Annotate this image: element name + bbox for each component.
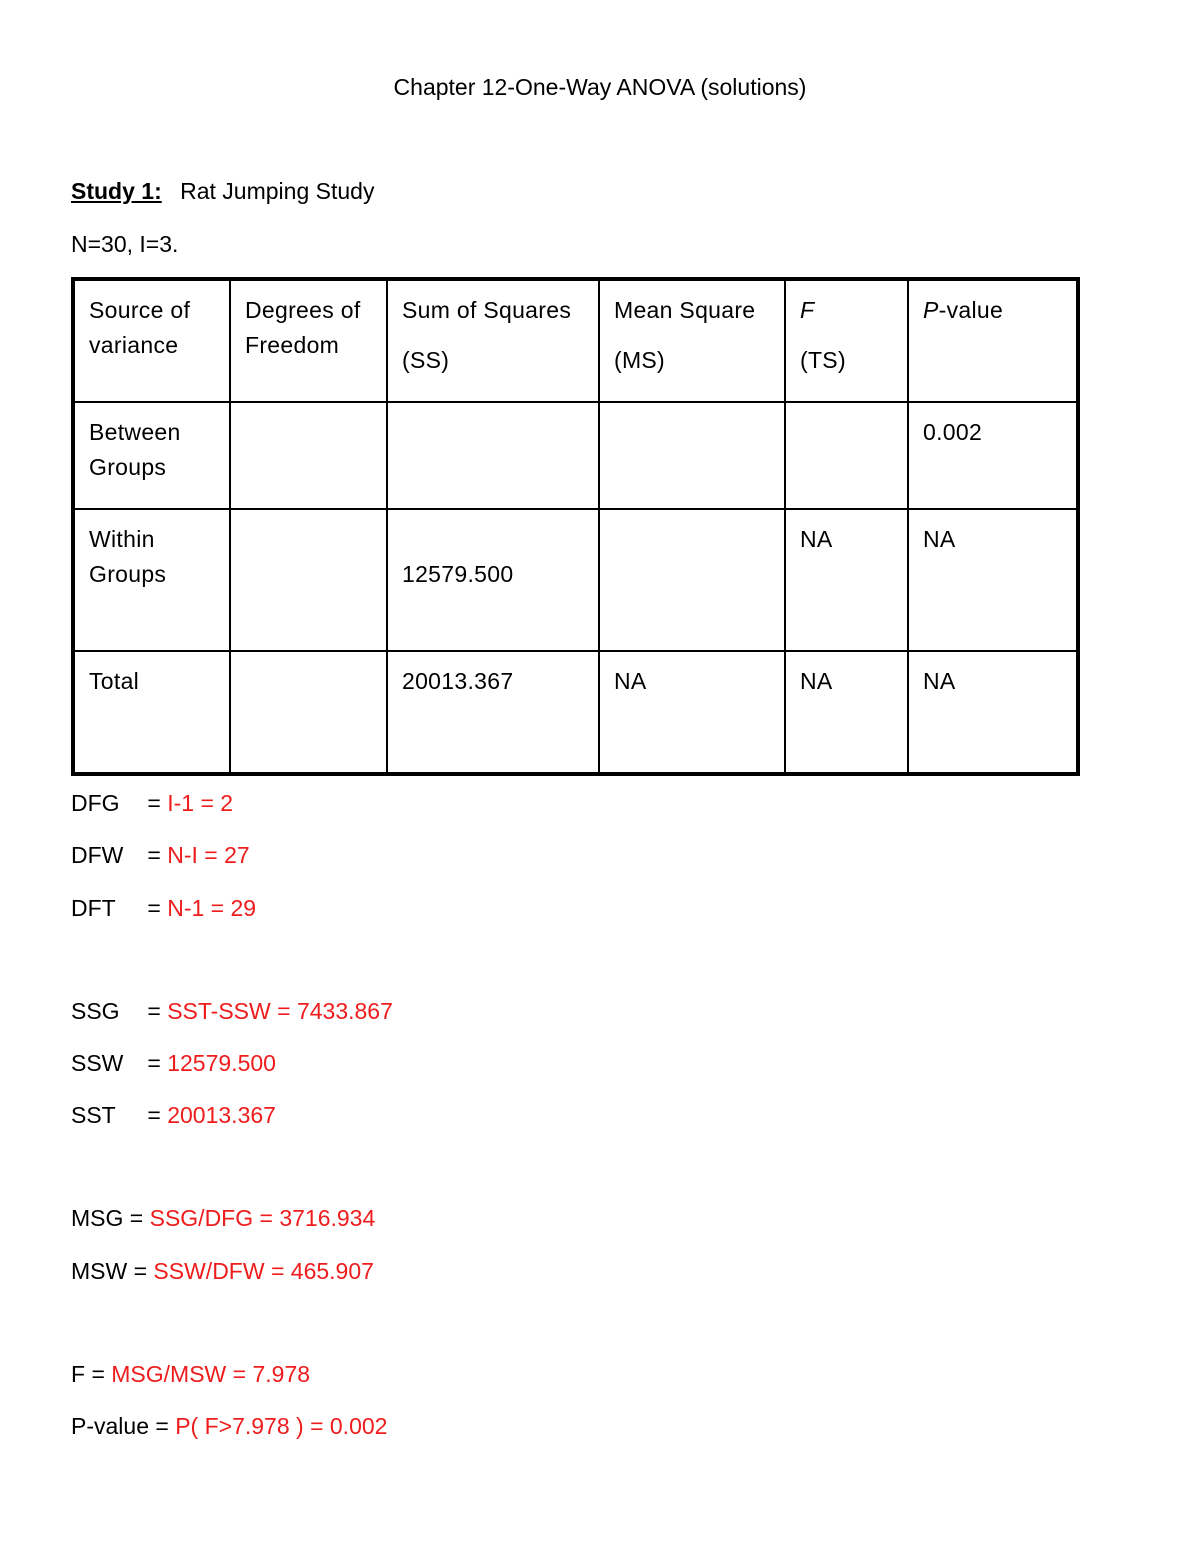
header-source-line2: variance [89, 332, 179, 358]
formula-dft [71, 895, 256, 922]
formula-ssg-eq: = [141, 998, 168, 1024]
formula-f-label: F = [71, 1361, 112, 1387]
cell-within-ss: 12579.500 [387, 509, 599, 651]
formula-dfg [71, 790, 233, 817]
header-df-line2: Freedom [245, 332, 340, 358]
cell-within-f: NA [785, 509, 908, 651]
formula-ssw-eq: = [141, 1050, 168, 1076]
formula-ssg-label: SSG [71, 998, 120, 1024]
formula-msg-value: SSG/DFG = 3716.934 [149, 1205, 376, 1231]
header-ms-line1: Mean Square [614, 297, 756, 323]
cell-within-df [230, 509, 387, 651]
formula-dfg-value: I-1 = 2 [167, 790, 234, 816]
formula-ssw-value: 12579.500 [167, 1050, 276, 1076]
header-p-suffix: -value [938, 297, 1004, 323]
cell-within-ms [599, 509, 785, 651]
cell-between-df [230, 402, 387, 509]
formula-dft-eq: = [141, 895, 168, 921]
formula-p-label: P-value = [71, 1413, 176, 1439]
formula-dfg-label: DFG [71, 790, 120, 816]
formula-sst-value: 20013.367 [167, 1102, 276, 1128]
formula-f [71, 1361, 310, 1388]
cell-total-df [230, 651, 387, 774]
table-row-between [73, 402, 1078, 509]
header-ss [387, 279, 599, 402]
cell-total-f: NA [785, 651, 908, 774]
cell-between-f [785, 402, 908, 509]
cell-within-source-line1: Within [89, 526, 155, 552]
formula-p [71, 1413, 387, 1440]
header-ms-line2: (MS) [614, 347, 666, 373]
cell-within-source-line2: Groups [89, 561, 167, 587]
anova-table [71, 277, 1080, 776]
header-source [73, 279, 230, 402]
page-title: Chapter 12-One-Way ANOVA (solutions) [393, 74, 807, 100]
cell-total-p: NA [908, 651, 1078, 774]
formula-f-value: MSG/MSW = 7.978 [111, 1361, 311, 1387]
study-name: Rat Jumping Study [180, 178, 375, 204]
header-f-line2: (TS) [800, 347, 846, 373]
formula-dft-label: DFT [71, 895, 116, 921]
header-f-line1: F [800, 297, 815, 323]
formula-sst [71, 1102, 276, 1129]
formula-ssw [71, 1050, 276, 1077]
cell-between-ss [387, 402, 599, 509]
formula-ssw-label: SSW [71, 1050, 124, 1076]
formula-sst-eq: = [141, 1102, 168, 1128]
study-params: N=30, I=3. [71, 231, 179, 257]
formula-dft-value: N-1 = 29 [167, 895, 257, 921]
cell-total-source: Total [73, 651, 230, 774]
formula-dfw-eq: = [141, 842, 168, 868]
cell-within-p: NA [908, 509, 1078, 651]
study-heading [71, 178, 374, 205]
formula-msw-value: SSW/DFW = 465.907 [153, 1258, 374, 1284]
formula-msg [71, 1205, 375, 1232]
formula-ssg [71, 998, 393, 1025]
header-df [230, 279, 387, 402]
formula-msw-label: MSW = [71, 1258, 154, 1284]
table-row-within [73, 509, 1078, 651]
header-ss-line1: Sum of Squares [402, 297, 572, 323]
cell-within-source [73, 509, 230, 651]
cell-between-source [73, 402, 230, 509]
formula-ssg-value: SST-SSW = 7433.867 [167, 998, 393, 1024]
cell-between-ms [599, 402, 785, 509]
header-ss-line2: (SS) [402, 347, 450, 373]
cell-between-source-line1: Between [89, 419, 181, 445]
header-source-line1: Source of [89, 297, 191, 323]
cell-total-ms: NA [599, 651, 785, 774]
formula-dfw [71, 842, 250, 869]
formula-msw [71, 1258, 374, 1285]
header-p-letter: P [923, 297, 939, 323]
study-label: Study 1: [71, 178, 162, 204]
header-df-line1: Degrees of [245, 297, 361, 323]
header-f [785, 279, 908, 402]
header-ms [599, 279, 785, 402]
table-header-row [73, 279, 1078, 402]
cell-between-source-line2: Groups [89, 454, 167, 480]
cell-between-p: 0.002 [908, 402, 1078, 509]
formula-dfg-eq: = [141, 790, 168, 816]
formula-dfw-label: DFW [71, 842, 124, 868]
formula-p-value: P( F>7.978 ) = 0.002 [175, 1413, 388, 1439]
header-p [908, 279, 1078, 402]
table-row-total [73, 651, 1078, 774]
formula-sst-label: SST [71, 1102, 116, 1128]
cell-total-ss: 20013.367 [387, 651, 599, 774]
formula-dfw-value: N-I = 27 [167, 842, 250, 868]
formula-msg-label: MSG = [71, 1205, 150, 1231]
